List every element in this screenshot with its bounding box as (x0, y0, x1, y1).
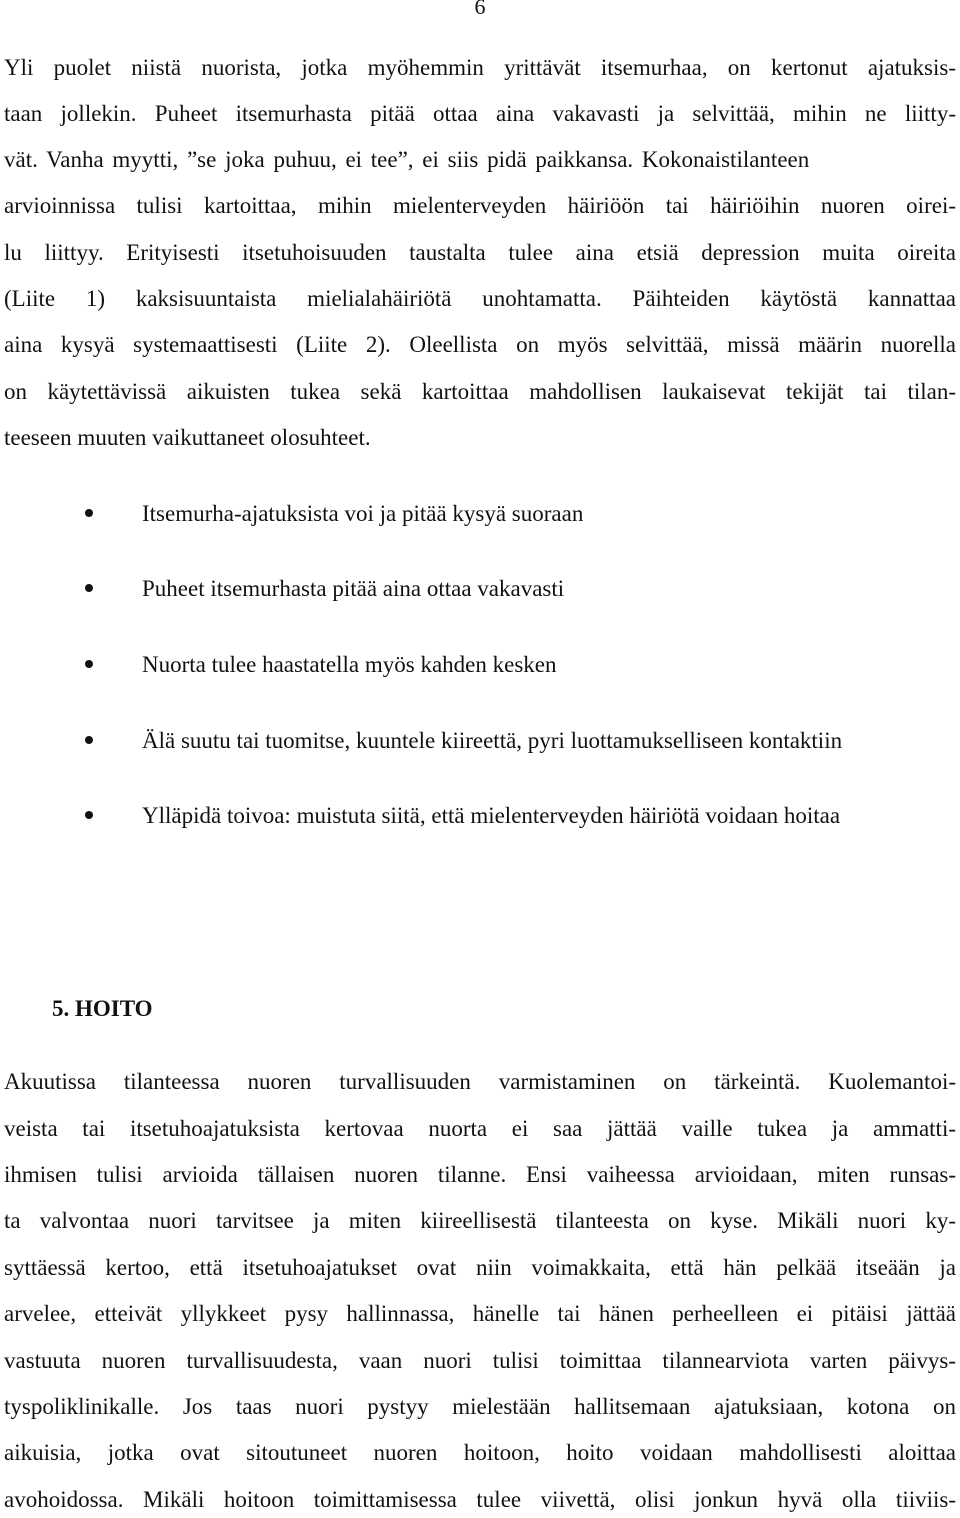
bullet-icon (85, 584, 93, 592)
bullet-icon (85, 736, 93, 744)
paragraph-line: vastuuta nuoren turvallisuudesta, vaan nuori tulisi toimittaa tilannearviota varten päivys- (4, 1348, 956, 1373)
section-heading: 5. HOITO (52, 996, 153, 1021)
bullet-icon (85, 811, 93, 819)
bullet-text: Älä suutu tai tuomitse, kuuntele kiireettä, pyri luottamukselliseen kontaktiin (142, 728, 843, 753)
paragraph-line: Yli puolet niistä nuorista, jotka myöhemmin yrittävät itsemurhaa, on kertonut ajatuksis- (4, 55, 956, 80)
paragraph-line: veista tai itsetuhoajatuksista kertovaa nuorta ei saa jättää vaille tukea ja ammatti- (4, 1116, 956, 1141)
bullet-icon (85, 660, 93, 668)
paragraph-line: on käytettävissä aikuisten tukea sekä kartoittaa mahdollisen laukaisevat tekijät tai tilan- (4, 379, 956, 404)
paragraph-line: (Liite 1) kaksisuuntaista mielialahäiriötä unohtamatta. Päihteiden käytöstä kannattaa (4, 286, 956, 311)
paragraph-line: arvioinnissa tulisi kartoittaa, mihin mielenterveyden häiriöön tai häiriöihin nuoren oirei- (4, 193, 956, 218)
paragraph-line: teeseen muuten vaikuttaneet olosuhteet. (4, 425, 371, 450)
page-number: 6 (474, 0, 486, 19)
paragraph-line: taan jollekin. Puheet itsemurhasta pitää ottaa aina vakavasti ja selvittää, mihin ne liitty- (4, 101, 956, 126)
bullet-icon (85, 509, 93, 517)
paragraph-line: tyspoliklinikalle. Jos taas nuori pystyy mielestään hallitsemaan ajatuksiaan, kotona on (4, 1394, 956, 1419)
paragraph-line: Akuutissa tilanteessa nuoren turvallisuuden varmistaminen on tärkeintä. Kuolemantoi- (4, 1069, 956, 1094)
paragraph-line: lu liittyy. Erityisesti itsetuhoisuuden taustalta tulee aina etsiä depression muita oireita (4, 240, 956, 265)
paragraph-line: vät. Vanha myytti, ”se joka puhuu, ei tee”, ei siis pidä paikkansa. Kokonaistilanteen (4, 147, 810, 172)
bullet-text: Puheet itsemurhasta pitää aina ottaa vakavasti (142, 576, 565, 601)
bullet-text: Ylläpidä toivoa: muistuta siitä, että mielenterveyden häiriötä voidaan hoitaa (142, 803, 841, 828)
paragraph-line: ta valvontaa nuori tarvitsee ja miten kiireellisestä tilanteesta on kyse. Mikäli nuori ky- (4, 1208, 956, 1233)
bullet-text: Itsemurha-ajatuksista voi ja pitää kysyä suoraan (142, 501, 584, 526)
paragraph-line: ihmisen tulisi arvioida tällaisen nuoren tilanne. Ensi vaiheessa arvioidaan, miten runsas- (4, 1162, 956, 1187)
bullet-text: Nuorta tulee haastatella myös kahden kesken (142, 652, 557, 677)
paragraph-line: syttäessä kertoo, että itsetuhoajatukset ovat niin voimakkaita, että hän pelkää itseään ja (4, 1255, 956, 1280)
paragraph-line: aikuisia, jotka ovat sitoutuneet nuoren hoitoon, hoito voidaan mahdollisesti aloittaa (4, 1440, 956, 1465)
paragraph-line: avohoidossa. Mikäli hoitoon toimittamisessa tulee viivettä, olisi jonkun hyvä olla tiiviis- (4, 1487, 956, 1512)
paragraph-line: aina kysyä systemaattisesti (Liite 2). Oleellista on myös selvittää, missä määrin nuorella (4, 332, 956, 357)
paragraph-line: arvelee, etteivät yllykkeet pysy hallinnassa, hänelle tai hänen perheelleen ei pitäisi jättää (4, 1301, 956, 1326)
